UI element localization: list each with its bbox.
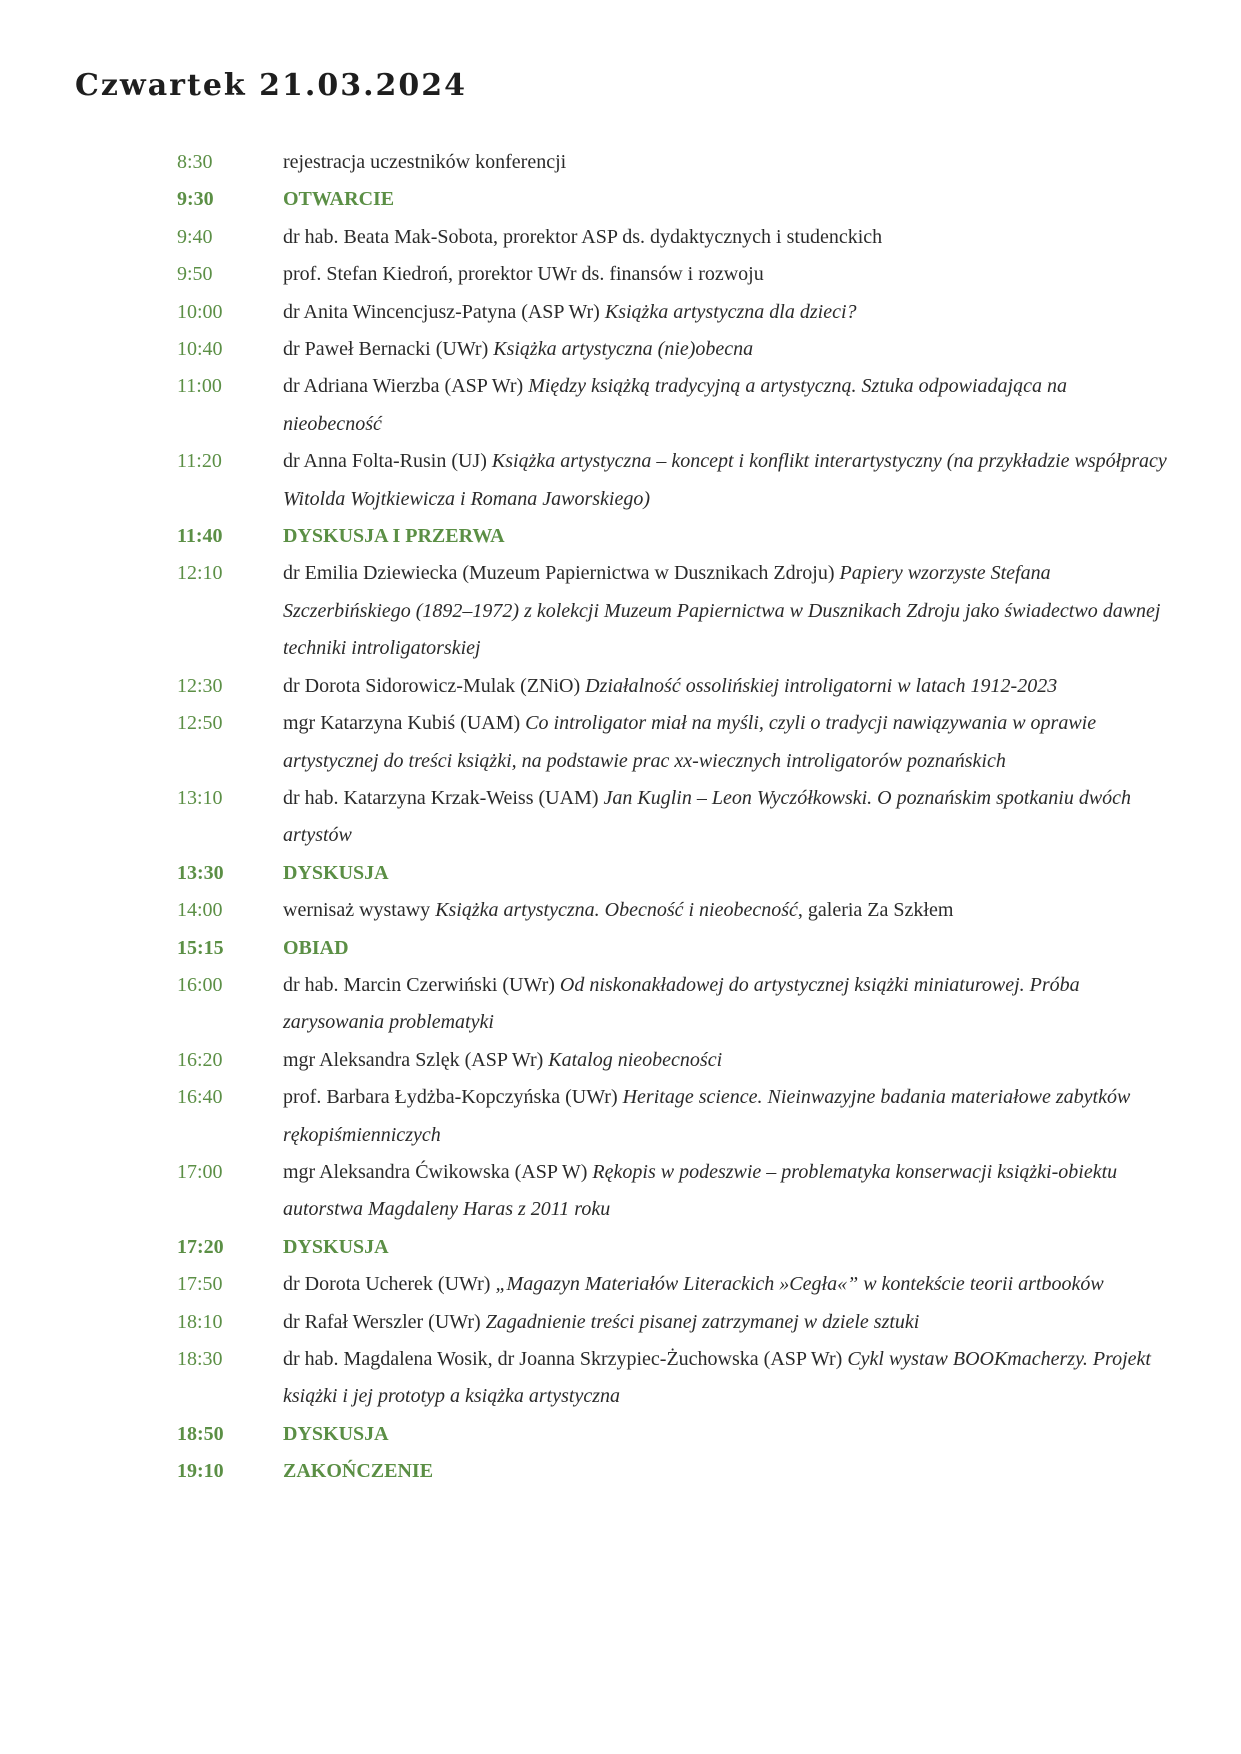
schedule-row: [177, 1229, 1167, 1266]
schedule-time: 10:00: [177, 300, 223, 323]
schedule-time: 13:30: [177, 861, 224, 884]
schedule-row: [177, 1453, 1167, 1490]
schedule-row: [177, 1154, 1167, 1229]
schedule-time: 8:30: [177, 151, 213, 173]
talk-title: Od niskonakładowej do artystycznej książki miniaturowej. Próba zarysowania problematyki: [283, 973, 1080, 1034]
schedule-row: [177, 1304, 1167, 1341]
speaker: mgr Katarzyna Kubiś (UAM): [283, 712, 521, 735]
schedule-time: 15:15: [177, 936, 224, 959]
schedule-row: [177, 1341, 1167, 1416]
schedule-entry: [283, 555, 1167, 667]
schedule-section-label: OBIAD: [283, 936, 349, 959]
schedule-section-label: ZAKOŃCZENIE: [283, 1460, 434, 1483]
schedule-row: [177, 780, 1167, 855]
speaker: dr Anna Folta-Rusin (UJ): [283, 450, 487, 473]
schedule-time: 11:20: [177, 450, 222, 473]
schedule-entry: [283, 331, 1167, 368]
schedule-time: 18:50: [177, 1422, 224, 1445]
page-title: Czwartek 21.03.2024: [75, 68, 468, 103]
schedule-entry: [283, 780, 1167, 855]
schedule-time: 14:00: [177, 899, 223, 922]
schedule-row: [177, 331, 1167, 368]
schedule-row: [177, 967, 1167, 1042]
speaker: wernisaż wystawy: [283, 899, 431, 922]
schedule-entry: [283, 668, 1167, 705]
schedule-entry: [283, 294, 1167, 331]
schedule-time: 10:40: [177, 338, 223, 361]
schedule-list: [177, 144, 1167, 1491]
schedule-time: 17:20: [177, 1235, 224, 1258]
schedule-time: 11:00: [177, 375, 222, 398]
schedule-row: [177, 1042, 1167, 1079]
schedule-time: 17:00: [177, 1160, 223, 1183]
speaker: dr Dorota Ucherek (UWr): [283, 1273, 491, 1296]
schedule-entry: [283, 967, 1167, 1042]
talk-title: Papiery wzorzyste Stefana Szczerbińskiego (1892–1972) z kolekcji Muzeum Papiernictwa w Dusznikach Zdroju jako świadectwo dawnej techniki introligatorskiej: [283, 562, 1161, 660]
talk-title: Książka artystyczna – koncept i konflikt interartystyczny (na przykładzie współpracy Witolda Wojtkiewicza i Romana Jaworskiego): [283, 450, 1167, 510]
talk-title: Katalog nieobecności: [548, 1048, 723, 1071]
schedule-row: [177, 144, 1167, 181]
talk-title: Książka artystyczna dla dzieci?: [604, 300, 857, 323]
schedule-time: 13:10: [177, 786, 223, 809]
speaker: dr hab. Katarzyna Krzak-Weiss (UAM): [283, 786, 599, 809]
schedule-time: 9:50: [177, 263, 213, 286]
speaker: prof. Barbara Łydżba-Kopczyńska (UWr): [283, 1086, 618, 1109]
speaker: dr Anita Wincencjusz-Patyna (ASP Wr): [283, 300, 600, 323]
schedule-row: [177, 892, 1167, 929]
schedule-row: [177, 1079, 1167, 1154]
schedule-row: [177, 518, 1167, 555]
speaker: mgr Aleksandra Szlęk (ASP Wr): [283, 1048, 544, 1071]
schedule-section-label: DYSKUSJA: [283, 1235, 389, 1258]
schedule-row: [177, 443, 1167, 518]
schedule-row: [177, 256, 1167, 293]
schedule-entry: [283, 443, 1167, 518]
schedule-row: [177, 855, 1167, 892]
speaker: dr hab. Magdalena Wosik, dr Joanna Skrzypiec-Żuchowska (ASP Wr): [283, 1348, 843, 1370]
speaker: mgr Aleksandra Ćwikowska (ASP W): [283, 1160, 588, 1183]
schedule-row: [177, 930, 1167, 967]
talk-title: Zagadnienie treści pisanej zatrzymanej w dziele sztuki: [485, 1310, 920, 1333]
schedule-time: 19:10: [177, 1460, 224, 1483]
schedule-entry: [283, 1079, 1167, 1154]
schedule-row: [177, 368, 1167, 443]
schedule-entry: dr hab. Beata Mak-Sobota, prorektor ASP ds. dydaktycznych i studenckich: [283, 225, 883, 248]
speaker: dr Rafał Werszler (UWr): [283, 1310, 481, 1333]
schedule-time: 11:40: [177, 525, 223, 548]
talk-title: Heritage science. Nieinwazyjne badania materiałowe zabytków rękopiśmienniczych: [283, 1086, 1131, 1146]
talk-title: Cykl wystaw BOOKmacherzy. Projekt książki i jej prototyp a książka artystyczna: [283, 1348, 1151, 1408]
talk-title: Między książką tradycyjną a artystyczną. Sztuka odpowiadająca na nieobecność: [283, 375, 1067, 435]
schedule-time: 12:50: [177, 712, 223, 735]
schedule-entry: [283, 892, 1167, 929]
schedule-row: [177, 1266, 1167, 1303]
speaker: dr Paweł Bernacki (UWr): [283, 338, 489, 361]
schedule-row: [177, 219, 1167, 256]
schedule-time: 12:30: [177, 674, 223, 697]
schedule-row: [177, 555, 1167, 667]
talk-title: Książka artystyczna. Obecność i nieobecność: [435, 899, 798, 922]
schedule-time: 16:00: [177, 973, 223, 996]
schedule-entry: [283, 1042, 1167, 1079]
speaker: dr hab. Marcin Czerwiński (UWr): [283, 973, 555, 996]
schedule-row: [177, 294, 1167, 331]
entry-suffix: , galeria Za Szkłem: [797, 899, 954, 922]
talk-title: Książka artystyczna (nie)obecna: [493, 338, 754, 361]
schedule-entry: [283, 1341, 1167, 1416]
schedule-time: 9:30: [177, 188, 214, 211]
schedule-time: 12:10: [177, 562, 223, 585]
schedule-section-label: DYSKUSJA: [283, 861, 389, 884]
schedule-row: [177, 668, 1167, 705]
schedule-time: 18:30: [177, 1348, 223, 1370]
schedule-entry: [283, 368, 1167, 443]
schedule-section-label: DYSKUSJA I PRZERWA: [283, 525, 505, 548]
talk-title: Rękopis w podeszwie – problematyka konserwacji książki-obiektu autorstwa Magdaleny Haras z 2011 roku: [283, 1160, 1118, 1221]
speaker: dr Dorota Sidorowicz-Mulak (ZNiO): [283, 674, 581, 697]
schedule-entry: [283, 1304, 1167, 1341]
talk-title: Co introligator miał na myśli, czyli o tradycji nawiązywania w oprawie artystycznej do treści książki, na podstawie prac xx-wiecznych introligatorów poznańskich: [283, 712, 1097, 772]
talk-title: Jan Kuglin – Leon Wyczółkowski. O poznańskim spotkaniu dwóch artystów: [283, 786, 1132, 847]
schedule-entry: rejestracja uczestników konferencji: [283, 151, 567, 173]
schedule-section-label: DYSKUSJA: [283, 1422, 389, 1445]
schedule-entry: [283, 1266, 1167, 1303]
speaker: dr Adriana Wierzba (ASP Wr): [283, 375, 524, 398]
schedule-section-label: OTWARCIE: [283, 188, 395, 211]
talk-title: Działalność ossolińskiej introligatorni w latach 1912-2023: [585, 674, 1058, 697]
schedule-time: 16:20: [177, 1048, 223, 1071]
schedule-time: 9:40: [177, 225, 213, 248]
speaker: dr Emilia Dziewiecka (Muzeum Papiernictwa w Dusznikach Zdroju): [283, 562, 835, 585]
schedule-row: [177, 181, 1167, 218]
schedule-row: [177, 705, 1167, 780]
schedule-row: [177, 1416, 1167, 1453]
schedule-entry: prof. Stefan Kiedroń, prorektor UWr ds. finansów i rozwoju: [283, 263, 764, 286]
talk-title: „Magazyn Materiałów Literackich »Cegła«” w kontekście teorii artbooków: [495, 1273, 1104, 1296]
schedule-time: 18:10: [177, 1310, 223, 1333]
schedule-entry: [283, 1154, 1167, 1229]
schedule-entry: [283, 705, 1167, 780]
schedule-time: 17:50: [177, 1273, 223, 1296]
schedule-time: 16:40: [177, 1086, 223, 1109]
